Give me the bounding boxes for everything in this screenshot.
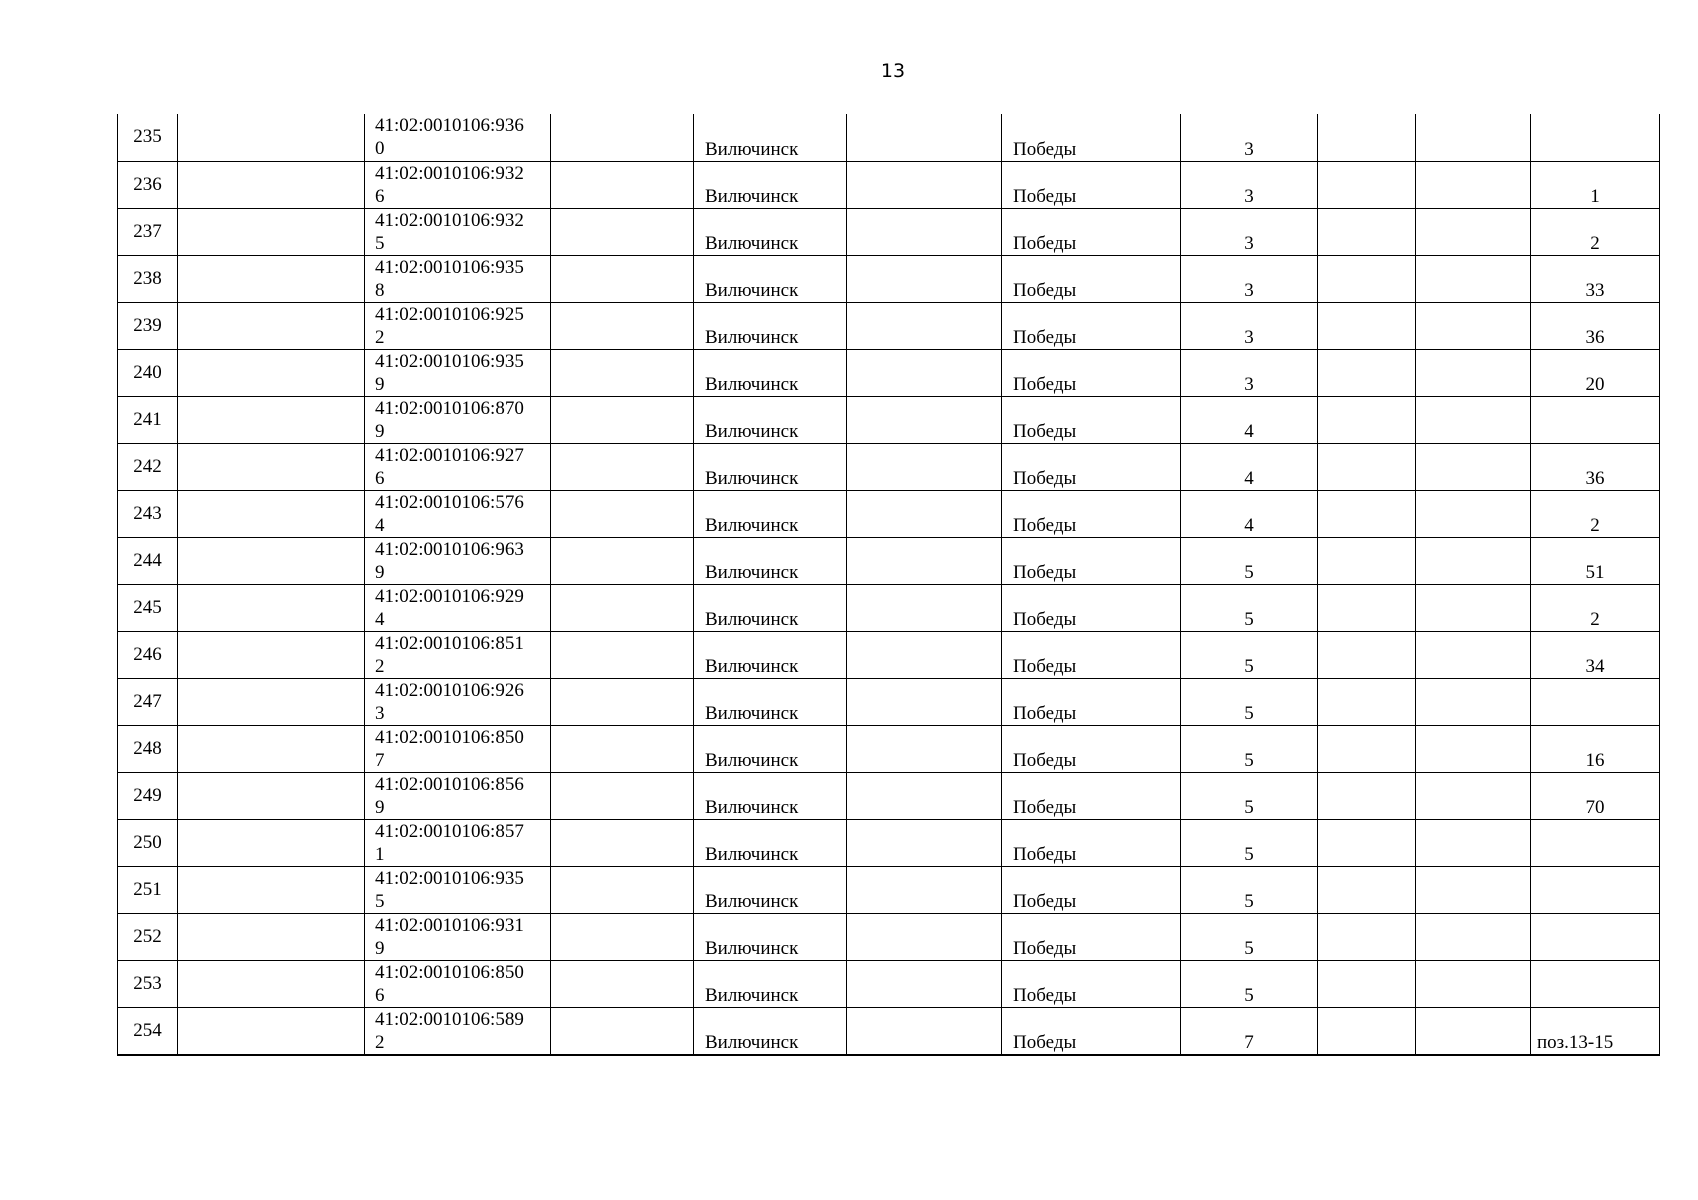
row-number: 243 xyxy=(118,490,178,537)
empty-cell xyxy=(1416,678,1531,725)
cadastral-number xyxy=(365,490,551,537)
city-cell: Вилючинск xyxy=(694,772,847,819)
cadastral-number xyxy=(365,631,551,678)
apartment-number: 36 xyxy=(1531,302,1660,349)
street-cell: Победы xyxy=(1002,443,1181,490)
empty-cell xyxy=(847,161,1002,208)
city-cell: Вилючинск xyxy=(694,678,847,725)
apartment-number: 51 xyxy=(1531,537,1660,584)
empty-cell xyxy=(1318,1007,1416,1055)
house-number: 5 xyxy=(1181,678,1318,725)
table-row xyxy=(118,161,1660,208)
empty-cell xyxy=(1416,960,1531,1007)
cadastral-number xyxy=(365,114,551,161)
empty-cell xyxy=(1416,161,1531,208)
empty-cell xyxy=(847,631,1002,678)
cadastral-number xyxy=(365,208,551,255)
table-row xyxy=(118,114,1660,161)
cadastral-number-line2: 9 xyxy=(375,561,385,583)
empty-cell xyxy=(847,443,1002,490)
row-number: 235 xyxy=(118,114,178,161)
apartment-number: 36 xyxy=(1531,443,1660,490)
empty-cell xyxy=(1318,396,1416,443)
cadastral-number xyxy=(365,960,551,1007)
cadastral-number-line1: 41:02:0010106:963 xyxy=(375,538,524,560)
empty-cell xyxy=(1416,913,1531,960)
empty-cell xyxy=(551,161,694,208)
empty-cell xyxy=(1318,631,1416,678)
empty-cell xyxy=(178,537,365,584)
street-cell: Победы xyxy=(1002,1007,1181,1055)
cadastral-number xyxy=(365,255,551,302)
cadastral-number-line2: 6 xyxy=(375,185,385,207)
empty-cell xyxy=(1416,114,1531,161)
empty-cell xyxy=(551,114,694,161)
empty-cell xyxy=(551,960,694,1007)
house-number: 5 xyxy=(1181,866,1318,913)
empty-cell xyxy=(178,349,365,396)
house-number: 5 xyxy=(1181,913,1318,960)
registry-table xyxy=(117,114,1660,1056)
house-number: 5 xyxy=(1181,631,1318,678)
apartment-number: 1 xyxy=(1531,161,1660,208)
empty-cell xyxy=(847,584,1002,631)
empty-cell xyxy=(1318,819,1416,866)
house-number: 3 xyxy=(1181,114,1318,161)
cadastral-number-line1: 41:02:0010106:926 xyxy=(375,679,524,701)
cadastral-number-line1: 41:02:0010106:932 xyxy=(375,162,524,184)
empty-cell xyxy=(551,302,694,349)
empty-cell xyxy=(1416,255,1531,302)
cadastral-number-line2: 8 xyxy=(375,279,385,301)
cadastral-number-line1: 41:02:0010106:935 xyxy=(375,350,524,372)
empty-cell xyxy=(178,631,365,678)
street-cell: Победы xyxy=(1002,537,1181,584)
row-number: 250 xyxy=(118,819,178,866)
house-number: 3 xyxy=(1181,302,1318,349)
table-row xyxy=(118,349,1660,396)
empty-cell xyxy=(1318,490,1416,537)
empty-cell xyxy=(1416,443,1531,490)
table-row xyxy=(118,1007,1660,1055)
cadastral-number xyxy=(365,396,551,443)
empty-cell xyxy=(1416,302,1531,349)
cadastral-number-line1: 41:02:0010106:576 xyxy=(375,491,524,513)
empty-cell xyxy=(551,819,694,866)
city-cell: Вилючинск xyxy=(694,584,847,631)
apartment-number xyxy=(1531,960,1660,1007)
empty-cell xyxy=(178,490,365,537)
empty-cell xyxy=(178,114,365,161)
empty-cell xyxy=(1318,208,1416,255)
empty-cell xyxy=(847,772,1002,819)
street-cell: Победы xyxy=(1002,302,1181,349)
cadastral-number xyxy=(365,866,551,913)
cadastral-number-line1: 41:02:0010106:931 xyxy=(375,914,524,936)
empty-cell xyxy=(551,584,694,631)
city-cell: Вилючинск xyxy=(694,302,847,349)
table-row xyxy=(118,208,1660,255)
empty-cell xyxy=(1318,255,1416,302)
table-row xyxy=(118,302,1660,349)
city-cell: Вилючинск xyxy=(694,114,847,161)
house-number: 4 xyxy=(1181,396,1318,443)
apartment-number: 33 xyxy=(1531,255,1660,302)
cadastral-number-line2: 4 xyxy=(375,514,385,536)
street-cell: Победы xyxy=(1002,772,1181,819)
cadastral-number-line1: 41:02:0010106:850 xyxy=(375,961,524,983)
cadastral-number-line1: 41:02:0010106:932 xyxy=(375,209,524,231)
empty-cell xyxy=(178,255,365,302)
empty-cell xyxy=(551,913,694,960)
empty-cell xyxy=(1416,584,1531,631)
cadastral-number xyxy=(365,302,551,349)
apartment-number xyxy=(1531,396,1660,443)
empty-cell xyxy=(178,1007,365,1055)
cadastral-number-line2: 9 xyxy=(375,937,385,959)
empty-cell xyxy=(847,1007,1002,1055)
table-row xyxy=(118,819,1660,866)
empty-cell xyxy=(178,866,365,913)
street-cell: Победы xyxy=(1002,255,1181,302)
empty-cell xyxy=(1318,913,1416,960)
street-cell: Победы xyxy=(1002,114,1181,161)
house-number: 5 xyxy=(1181,537,1318,584)
apartment-number xyxy=(1531,678,1660,725)
city-cell: Вилючинск xyxy=(694,1007,847,1055)
empty-cell xyxy=(551,443,694,490)
empty-cell xyxy=(847,396,1002,443)
city-cell: Вилючинск xyxy=(694,913,847,960)
street-cell: Победы xyxy=(1002,396,1181,443)
cadastral-number-line1: 41:02:0010106:929 xyxy=(375,585,524,607)
table-body xyxy=(118,114,1660,1055)
row-number: 251 xyxy=(118,866,178,913)
cadastral-number xyxy=(365,725,551,772)
city-cell: Вилючинск xyxy=(694,255,847,302)
empty-cell xyxy=(551,866,694,913)
city-cell: Вилючинск xyxy=(694,537,847,584)
city-cell: Вилючинск xyxy=(694,960,847,1007)
cadastral-number-line1: 41:02:0010106:856 xyxy=(375,773,524,795)
empty-cell xyxy=(178,443,365,490)
empty-cell xyxy=(847,537,1002,584)
empty-cell xyxy=(1416,725,1531,772)
empty-cell xyxy=(178,396,365,443)
table-row xyxy=(118,725,1660,772)
cadastral-number xyxy=(365,584,551,631)
apartment-number: 2 xyxy=(1531,584,1660,631)
empty-cell xyxy=(178,584,365,631)
street-cell: Победы xyxy=(1002,584,1181,631)
empty-cell xyxy=(1416,396,1531,443)
cadastral-number-line1: 41:02:0010106:935 xyxy=(375,867,524,889)
cadastral-number-line2: 5 xyxy=(375,232,385,254)
house-number: 5 xyxy=(1181,584,1318,631)
street-cell: Победы xyxy=(1002,725,1181,772)
street-cell: Победы xyxy=(1002,208,1181,255)
street-cell: Победы xyxy=(1002,490,1181,537)
empty-cell xyxy=(178,725,365,772)
table-row xyxy=(118,678,1660,725)
house-number: 3 xyxy=(1181,255,1318,302)
empty-cell xyxy=(551,349,694,396)
cadastral-number-line2: 3 xyxy=(375,702,385,724)
page-number: 13 xyxy=(880,60,906,82)
cadastral-number xyxy=(365,349,551,396)
table-row xyxy=(118,960,1660,1007)
empty-cell xyxy=(178,772,365,819)
row-number: 248 xyxy=(118,725,178,772)
house-number: 4 xyxy=(1181,490,1318,537)
empty-cell xyxy=(1318,960,1416,1007)
cadastral-number-line2: 4 xyxy=(375,608,385,630)
city-cell: Вилючинск xyxy=(694,725,847,772)
city-cell: Вилючинск xyxy=(694,443,847,490)
apartment-number: 20 xyxy=(1531,349,1660,396)
empty-cell xyxy=(1318,443,1416,490)
empty-cell xyxy=(551,537,694,584)
empty-cell xyxy=(1416,1007,1531,1055)
cadastral-number-line2: 2 xyxy=(375,326,385,348)
row-number: 246 xyxy=(118,631,178,678)
cadastral-number xyxy=(365,772,551,819)
cadastral-number-line1: 41:02:0010106:851 xyxy=(375,632,524,654)
empty-cell xyxy=(178,161,365,208)
empty-cell xyxy=(847,114,1002,161)
row-number: 244 xyxy=(118,537,178,584)
empty-cell xyxy=(178,960,365,1007)
street-cell: Победы xyxy=(1002,913,1181,960)
empty-cell xyxy=(1318,725,1416,772)
street-cell: Победы xyxy=(1002,631,1181,678)
street-cell: Победы xyxy=(1002,349,1181,396)
street-cell: Победы xyxy=(1002,866,1181,913)
cadastral-number xyxy=(365,819,551,866)
city-cell: Вилючинск xyxy=(694,631,847,678)
apartment-number: 70 xyxy=(1531,772,1660,819)
apartment-number: 2 xyxy=(1531,490,1660,537)
city-cell: Вилючинск xyxy=(694,396,847,443)
table-row xyxy=(118,913,1660,960)
empty-cell xyxy=(551,631,694,678)
empty-cell xyxy=(1318,349,1416,396)
table-row xyxy=(118,396,1660,443)
row-number: 236 xyxy=(118,161,178,208)
empty-cell xyxy=(847,678,1002,725)
row-number: 240 xyxy=(118,349,178,396)
row-number: 242 xyxy=(118,443,178,490)
empty-cell xyxy=(1416,208,1531,255)
empty-cell xyxy=(551,678,694,725)
empty-cell xyxy=(1318,866,1416,913)
empty-cell xyxy=(551,255,694,302)
table-row xyxy=(118,255,1660,302)
street-cell: Победы xyxy=(1002,819,1181,866)
empty-cell xyxy=(847,913,1002,960)
cadastral-number-line1: 41:02:0010106:870 xyxy=(375,397,524,419)
cadastral-number-line1: 41:02:0010106:925 xyxy=(375,303,524,325)
apartment-number xyxy=(1531,114,1660,161)
cadastral-number-line2: 9 xyxy=(375,420,385,442)
empty-cell xyxy=(1318,584,1416,631)
city-cell: Вилючинск xyxy=(694,819,847,866)
empty-cell xyxy=(551,490,694,537)
apartment-number: 34 xyxy=(1531,631,1660,678)
city-cell: Вилючинск xyxy=(694,208,847,255)
cadastral-number-line1: 41:02:0010106:936 xyxy=(375,115,524,136)
table-row xyxy=(118,866,1660,913)
cadastral-number-line2: 6 xyxy=(375,984,385,1006)
city-cell: Вилючинск xyxy=(694,866,847,913)
city-cell: Вилючинск xyxy=(694,161,847,208)
cadastral-number-line2: 6 xyxy=(375,467,385,489)
empty-cell xyxy=(1416,349,1531,396)
empty-cell xyxy=(178,913,365,960)
table-row xyxy=(118,537,1660,584)
street-cell: Победы xyxy=(1002,960,1181,1007)
empty-cell xyxy=(1318,161,1416,208)
empty-cell xyxy=(551,725,694,772)
table-row xyxy=(118,490,1660,537)
cadastral-number-line2: 2 xyxy=(375,655,385,677)
cadastral-number-line1: 41:02:0010106:935 xyxy=(375,256,524,278)
apartment-number xyxy=(1531,819,1660,866)
empty-cell xyxy=(178,819,365,866)
empty-cell xyxy=(1416,490,1531,537)
empty-cell xyxy=(847,349,1002,396)
empty-cell xyxy=(1416,772,1531,819)
empty-cell xyxy=(551,1007,694,1055)
empty-cell xyxy=(847,490,1002,537)
empty-cell xyxy=(1318,114,1416,161)
row-number: 253 xyxy=(118,960,178,1007)
empty-cell xyxy=(847,866,1002,913)
house-number: 5 xyxy=(1181,960,1318,1007)
cadastral-number-line1: 41:02:0010106:927 xyxy=(375,444,524,466)
street-cell: Победы xyxy=(1002,161,1181,208)
cadastral-number-line2: 1 xyxy=(375,843,385,865)
apartment-number: 16 xyxy=(1531,725,1660,772)
empty-cell xyxy=(178,302,365,349)
empty-cell xyxy=(847,255,1002,302)
cadastral-number xyxy=(365,161,551,208)
house-number: 5 xyxy=(1181,772,1318,819)
empty-cell xyxy=(847,725,1002,772)
apartment-number: поз.13-15 xyxy=(1531,1007,1660,1055)
empty-cell xyxy=(178,678,365,725)
row-number: 245 xyxy=(118,584,178,631)
empty-cell xyxy=(1416,819,1531,866)
row-number: 254 xyxy=(118,1007,178,1055)
row-number: 249 xyxy=(118,772,178,819)
empty-cell xyxy=(551,396,694,443)
empty-cell xyxy=(847,208,1002,255)
cadastral-number-line1: 41:02:0010106:589 xyxy=(375,1008,524,1030)
cadastral-number-line2: 9 xyxy=(375,796,385,818)
row-number: 238 xyxy=(118,255,178,302)
empty-cell xyxy=(847,960,1002,1007)
house-number: 5 xyxy=(1181,819,1318,866)
street-cell: Победы xyxy=(1002,678,1181,725)
cadastral-number xyxy=(365,537,551,584)
house-number: 3 xyxy=(1181,161,1318,208)
cadastral-number xyxy=(365,443,551,490)
empty-cell xyxy=(847,819,1002,866)
house-number: 4 xyxy=(1181,443,1318,490)
house-number: 7 xyxy=(1181,1007,1318,1055)
empty-cell xyxy=(551,208,694,255)
empty-cell xyxy=(1318,772,1416,819)
row-number: 239 xyxy=(118,302,178,349)
table-row xyxy=(118,631,1660,678)
empty-cell xyxy=(1318,678,1416,725)
cadastral-number-line2: 0 xyxy=(375,138,385,159)
cadastral-number-line1: 41:02:0010106:850 xyxy=(375,726,524,748)
apartment-number xyxy=(1531,913,1660,960)
house-number: 5 xyxy=(1181,725,1318,772)
empty-cell xyxy=(1318,537,1416,584)
city-cell: Вилючинск xyxy=(694,490,847,537)
cadastral-number-line2: 5 xyxy=(375,890,385,912)
cadastral-number xyxy=(365,1007,551,1055)
empty-cell xyxy=(1416,631,1531,678)
apartment-number: 2 xyxy=(1531,208,1660,255)
row-number: 237 xyxy=(118,208,178,255)
table-row xyxy=(118,584,1660,631)
cadastral-number-line2: 7 xyxy=(375,749,385,771)
city-cell: Вилючинск xyxy=(694,349,847,396)
row-number: 241 xyxy=(118,396,178,443)
empty-cell xyxy=(551,772,694,819)
table-row xyxy=(118,443,1660,490)
row-number: 247 xyxy=(118,678,178,725)
house-number: 3 xyxy=(1181,208,1318,255)
table-row xyxy=(118,772,1660,819)
cadastral-number xyxy=(365,913,551,960)
empty-cell xyxy=(847,302,1002,349)
empty-cell xyxy=(1416,537,1531,584)
row-number: 252 xyxy=(118,913,178,960)
apartment-number xyxy=(1531,866,1660,913)
cadastral-number-line2: 9 xyxy=(375,373,385,395)
empty-cell xyxy=(1416,866,1531,913)
cadastral-number xyxy=(365,678,551,725)
cadastral-number-line2: 2 xyxy=(375,1031,385,1053)
empty-cell xyxy=(1318,302,1416,349)
empty-cell xyxy=(178,208,365,255)
cadastral-number-line1: 41:02:0010106:857 xyxy=(375,820,524,842)
house-number: 3 xyxy=(1181,349,1318,396)
